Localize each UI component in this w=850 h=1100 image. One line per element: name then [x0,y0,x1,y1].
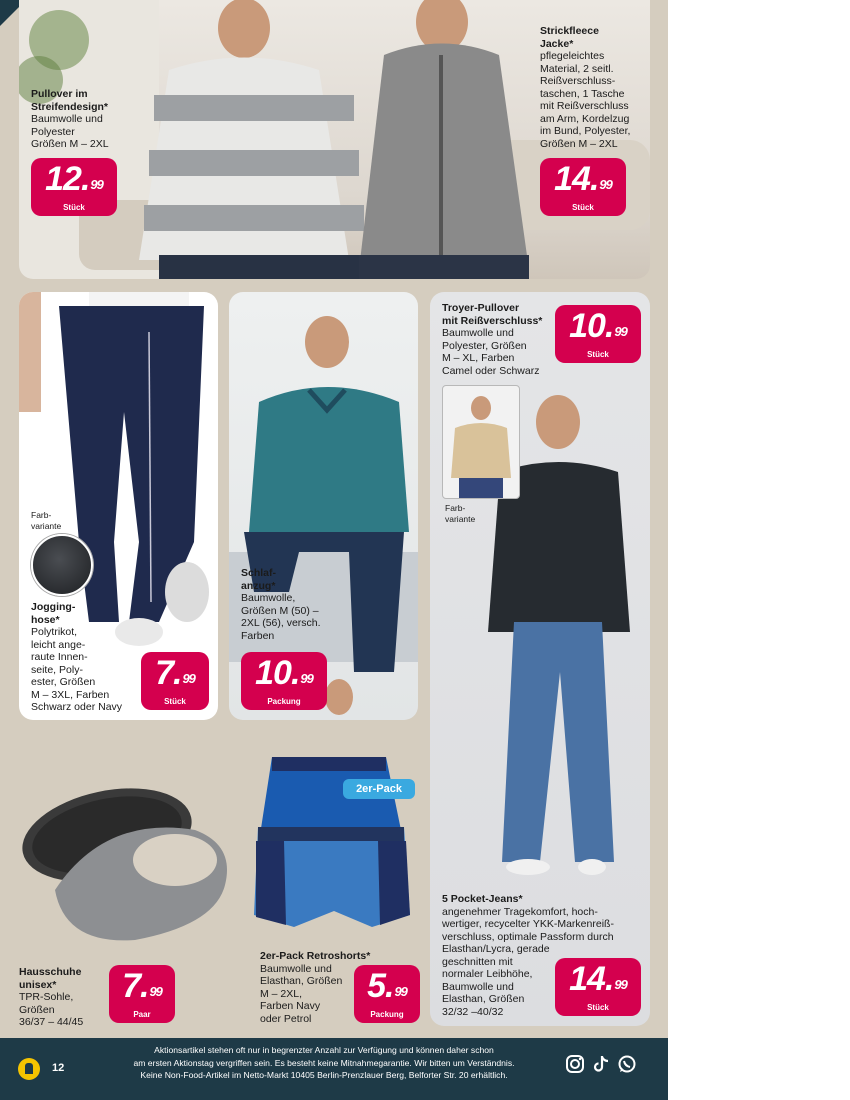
jeans-title: 5 Pocket-Jeans* [442,893,523,905]
pullover-price-tag [31,158,117,216]
hausschuhe-price-main: 7. [122,967,149,1005]
hausschuhe-price-cents: 99 [149,984,162,999]
page-number: 12 [52,1062,65,1074]
jogging-desc-7: Schwarz oder Navy [31,701,123,713]
troyer-variant-label [445,503,475,524]
schlafanzug-desc-2: Größen M (50) – [241,604,319,617]
troyer-price-cents: 99 [614,324,627,339]
schlafanzug-title-2: anzug* [241,579,276,592]
troyer-price-main: 10. [569,307,614,345]
jeans-desc-9: 32/32 –40/32 [442,1005,504,1018]
fleece-text [540,25,650,150]
troyer-price-tag [555,305,641,363]
jogging-variant-label [31,510,61,531]
troyer-variant-label-1: Farb- [445,503,466,513]
retroshorts-desc-4: Farben Navy [260,1000,321,1012]
jeans-price-tag [555,958,641,1016]
pullover-desc-3: Größen M – 2XL [31,138,109,150]
retroshorts-desc-1: Baumwolle und [260,962,332,975]
footer-line-2: am ersten Aktionstag vergriffen sein. Es besteht keine Mitnahmegarantie. Wir bitten um Verständnis. [133,1057,515,1068]
jeans-desc-3: verschluss, optimale Passform durch [442,930,614,943]
hausschuhe-text [19,966,109,1029]
jeans-price-unit: Stück [587,1003,609,1012]
fleece-desc-1: pflegeleichtes [540,50,605,62]
troyer-price-unit: Stück [587,350,609,359]
jogging-price-cents: 99 [182,671,195,686]
schlafanzug-price-main: 10. [255,654,300,692]
hausschuhe-desc-2: Größen [19,1003,55,1016]
troyer-desc-1: Baumwolle und [442,327,514,339]
schlafanzug-text [241,567,351,642]
schlafanzug-price-tag [241,652,327,710]
jogging-title-2: hose* [31,613,60,626]
footer-note [90,1044,558,1082]
hausschuhe-price-unit: Paar [133,1010,151,1019]
troyer-desc-3: M – XL, Farben [442,352,515,364]
jogging-text [31,601,141,714]
tiktok-icon[interactable] [591,1054,611,1074]
fleece-price-unit: Stück [572,203,594,212]
jogging-variant-label-2: variante [31,520,62,531]
retroshorts-desc-5: oder Petrol [260,1012,312,1025]
schlafanzug-desc-3: 2XL (56), versch. [241,617,321,629]
fleece-desc-6: am Arm, Kordelzug [540,112,630,125]
pullover-price-unit: Stück [63,203,85,212]
hausschuhe-title-2: unisex* [19,978,57,991]
retroshorts-price-tag [354,965,420,1023]
pullover-title: Pullover im Streifendesign* [31,88,109,113]
jeans-desc-8: Elasthan, Größen [442,993,525,1005]
fleece-desc-3: Reißverschluss- [540,75,616,87]
pullover-desc-1: Baumwolle und [31,113,103,125]
hausschuhe-price-tag [109,965,175,1023]
retroshorts-badge: 2er-Pack [343,779,415,799]
footer-line-1: Aktionsartikel stehen oft nur in begrenzter Anzahl zur Verfügung und können daher schon [154,1045,494,1055]
pullover-desc-2: Polyester [31,125,75,138]
pullover-price-main: 12. [45,160,90,198]
footer-line-3: Keine Non-Food-Artikel im Netto-Markt 10405 Berlin-Prenzlauer Berg, Belforter Str. 20 erhältlich. [140,1070,508,1080]
jeans-desc-5: geschnitten mit [442,955,513,968]
jeans-desc-7: Baumwolle und [442,980,514,993]
jogging-price-unit: Stück [164,697,186,706]
fleece-price-tag [540,158,626,216]
fleece-title-2: Jacke* [540,37,574,50]
jeans-desc-1: angenehmer Tragekomfort, hoch- [442,905,598,918]
jogging-desc-2: leicht ange- [31,638,86,651]
jogging-variant-label-1: Farb- [31,510,52,520]
instagram-icon[interactable] [565,1054,585,1074]
hausschuhe-desc-3: 36/37 – 44/45 [19,1016,84,1028]
schlafanzug-price-cents: 99 [300,671,313,686]
jogging-price-main: 7. [155,654,182,692]
jeans-price-main: 14. [569,960,614,998]
troyer-text [442,302,560,377]
retroshorts-price-unit: Packung [370,1010,404,1019]
retroshorts-desc-3: M – 2XL, [260,987,303,1000]
troyer-title-1: Troyer-Pullover [442,302,520,314]
schlafanzug-desc-4: Farben [241,629,275,642]
troyer-variant-label-2: variante [445,513,476,524]
netto-logo-icon [18,1058,40,1080]
fleece-desc-2: Material, 2 seitl. [540,62,614,75]
pullover-price-cents: 99 [90,177,103,192]
troyer-title-2: mit Reißverschluss* [442,314,543,327]
retroshorts-desc-2: Elasthan, Größen [260,975,343,987]
pullover-text [31,88,141,151]
hausschuhe-desc-1: TPR-Sohle, [19,991,74,1003]
jogging-desc-1: Polytrikot, [31,626,78,638]
jeans-desc-4: Elasthan/Lycra, gerade [442,943,550,955]
fleece-price-cents: 99 [599,177,612,192]
fleece-price-main: 14. [554,160,599,198]
jogging-desc-3: raute Innen- [31,651,88,663]
jeans-desc-6: normaler Leibhöhe, [442,968,533,980]
retroshorts-title: 2er-Pack Retroshorts* [260,950,371,962]
jeans-desc-2: wertiger, recycelter YKK-Markenreiß- [442,918,614,930]
retroshorts-price-main: 5. [367,967,394,1005]
troyer-variant-photo [442,385,520,499]
troyer-desc-4: Camel oder Schwarz [442,364,540,377]
fleece-desc-7: im Bund, Polyester, [540,125,631,137]
jogging-desc-5: ester, Größen [31,676,96,688]
whatsapp-icon[interactable] [617,1054,637,1074]
troyer-desc-2: Polyester, Größen [442,339,527,352]
schlafanzug-desc-1: Baumwolle, [241,592,296,604]
hausschuhe-photo [15,775,235,945]
jogging-variant-swatch [31,534,93,596]
footer [0,1038,668,1100]
jogging-desc-4: seite, Poly- [31,663,83,676]
jeans-price-cents: 99 [614,977,627,992]
schlafanzug-title-1: Schlaf- [241,567,277,579]
fleece-desc-5: mit Reißverschluss [540,100,629,112]
hausschuhe-title-1: Hausschuhe [19,966,82,978]
jogging-desc-6: M – 3XL, Farben [31,688,110,701]
retroshorts-price-cents: 99 [394,984,407,999]
jogging-title-1: Jogging- [31,601,76,613]
fleece-title-1: Strickfleece [540,25,599,37]
fleece-desc-8: Größen M – 2XL [540,137,618,150]
jogging-price-tag [141,652,209,710]
schlafanzug-price-unit: Packung [267,697,301,706]
fleece-desc-4: taschen, 1 Tasche [540,87,625,100]
